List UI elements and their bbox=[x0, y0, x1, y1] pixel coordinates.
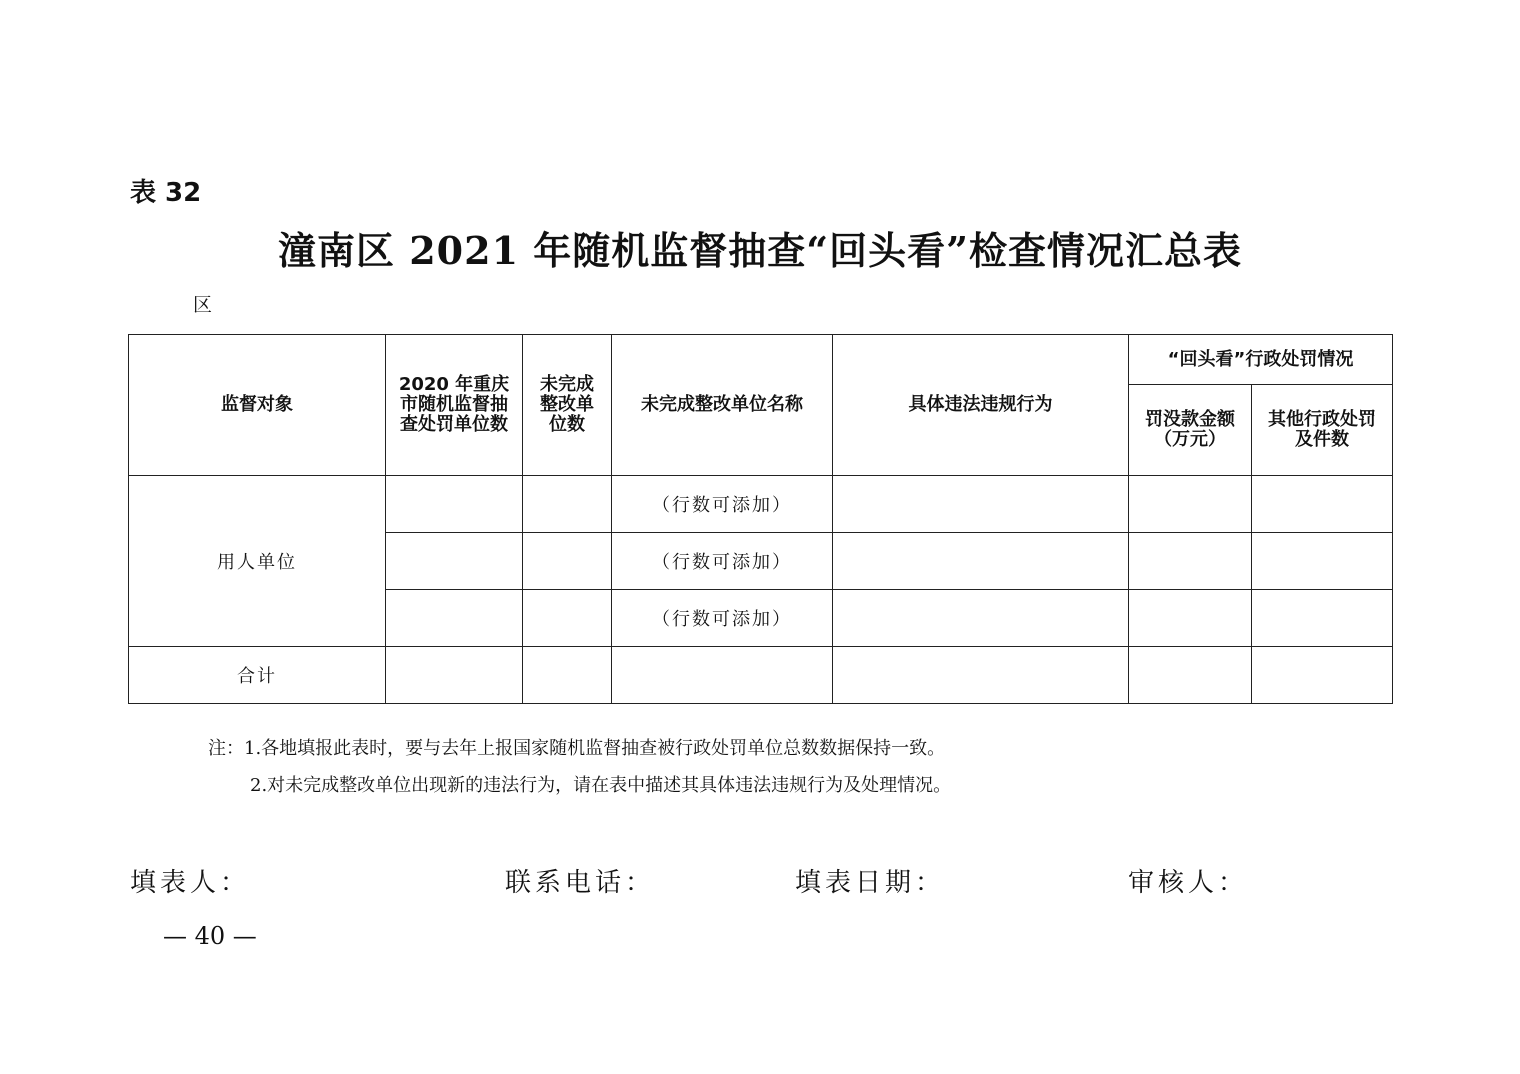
filler-label: 填表人： bbox=[130, 868, 251, 898]
row-group-label: 用人单位 bbox=[129, 476, 386, 647]
table-cell[interactable] bbox=[1252, 647, 1393, 704]
table-cell[interactable] bbox=[1252, 590, 1393, 647]
table-cell[interactable] bbox=[1129, 590, 1252, 647]
unit-name-cell[interactable]: （行数可添加） bbox=[612, 590, 833, 647]
header-row-1 bbox=[129, 335, 1393, 385]
table-cell[interactable] bbox=[386, 533, 523, 590]
table-cell[interactable] bbox=[1252, 533, 1393, 590]
note-2: 2.对未完成整改单位出现新的违法行为，请在表中描述其具体违法违规行为及处理情况。 bbox=[250, 775, 952, 796]
unit-name-cell[interactable]: （行数可添加） bbox=[612, 533, 833, 590]
note-1: 注：1.各地填报此表时，要与去年上报国家随机监督抽查被行政处罚单位总数数据保持一致。 bbox=[208, 738, 946, 759]
page-number: — 40 — bbox=[163, 922, 257, 950]
table-cell[interactable] bbox=[523, 533, 612, 590]
table-row bbox=[129, 476, 1393, 533]
col-header-supervised-object: 监督对象 bbox=[129, 335, 386, 476]
table-cell[interactable] bbox=[1129, 647, 1252, 704]
table-cell[interactable] bbox=[612, 647, 833, 704]
phone-label: 联系电话： bbox=[505, 868, 656, 898]
table-cell[interactable] bbox=[523, 590, 612, 647]
col-header-violations: 具体违法违规行为 bbox=[833, 335, 1129, 476]
table-cell[interactable] bbox=[833, 590, 1129, 647]
col-header-penalized-units-2020: 2020 年重庆市随机监督抽查处罚单位数 bbox=[386, 335, 523, 476]
date-label: 填表日期： bbox=[795, 868, 946, 898]
table-cell[interactable] bbox=[833, 533, 1129, 590]
notes bbox=[208, 730, 951, 804]
table-cell[interactable] bbox=[1129, 533, 1252, 590]
district-label: 区 bbox=[193, 294, 213, 316]
table-cell[interactable] bbox=[833, 476, 1129, 533]
table-cell[interactable] bbox=[1129, 476, 1252, 533]
reviewer-label: 审核人： bbox=[1128, 868, 1249, 898]
unit-name-cell[interactable]: （行数可添加） bbox=[612, 476, 833, 533]
col-header-fine-amount: 罚没款金额（万元） bbox=[1129, 385, 1252, 476]
table-number: 表 32 bbox=[130, 178, 202, 208]
col-header-review-group: “回头看”行政处罚情况 bbox=[1129, 335, 1393, 385]
table-cell[interactable] bbox=[833, 647, 1129, 704]
col-header-other-penalties: 其他行政处罚及件数 bbox=[1252, 385, 1393, 476]
document-title: 潼南区 2021 年随机监督抽查“回头看”检查情况汇总表 bbox=[278, 228, 1242, 273]
table-cell[interactable] bbox=[386, 590, 523, 647]
table-cell[interactable] bbox=[386, 476, 523, 533]
col-header-unrectified-names: 未完成整改单位名称 bbox=[612, 335, 833, 476]
summary-table bbox=[128, 334, 1393, 704]
table-cell[interactable] bbox=[1252, 476, 1393, 533]
col-header-unrectified-count: 未完成整改单位数 bbox=[523, 335, 612, 476]
table-cell[interactable] bbox=[386, 647, 523, 704]
table-cell[interactable] bbox=[523, 647, 612, 704]
total-label: 合计 bbox=[129, 647, 386, 704]
table-cell[interactable] bbox=[523, 476, 612, 533]
total-row bbox=[129, 647, 1393, 704]
